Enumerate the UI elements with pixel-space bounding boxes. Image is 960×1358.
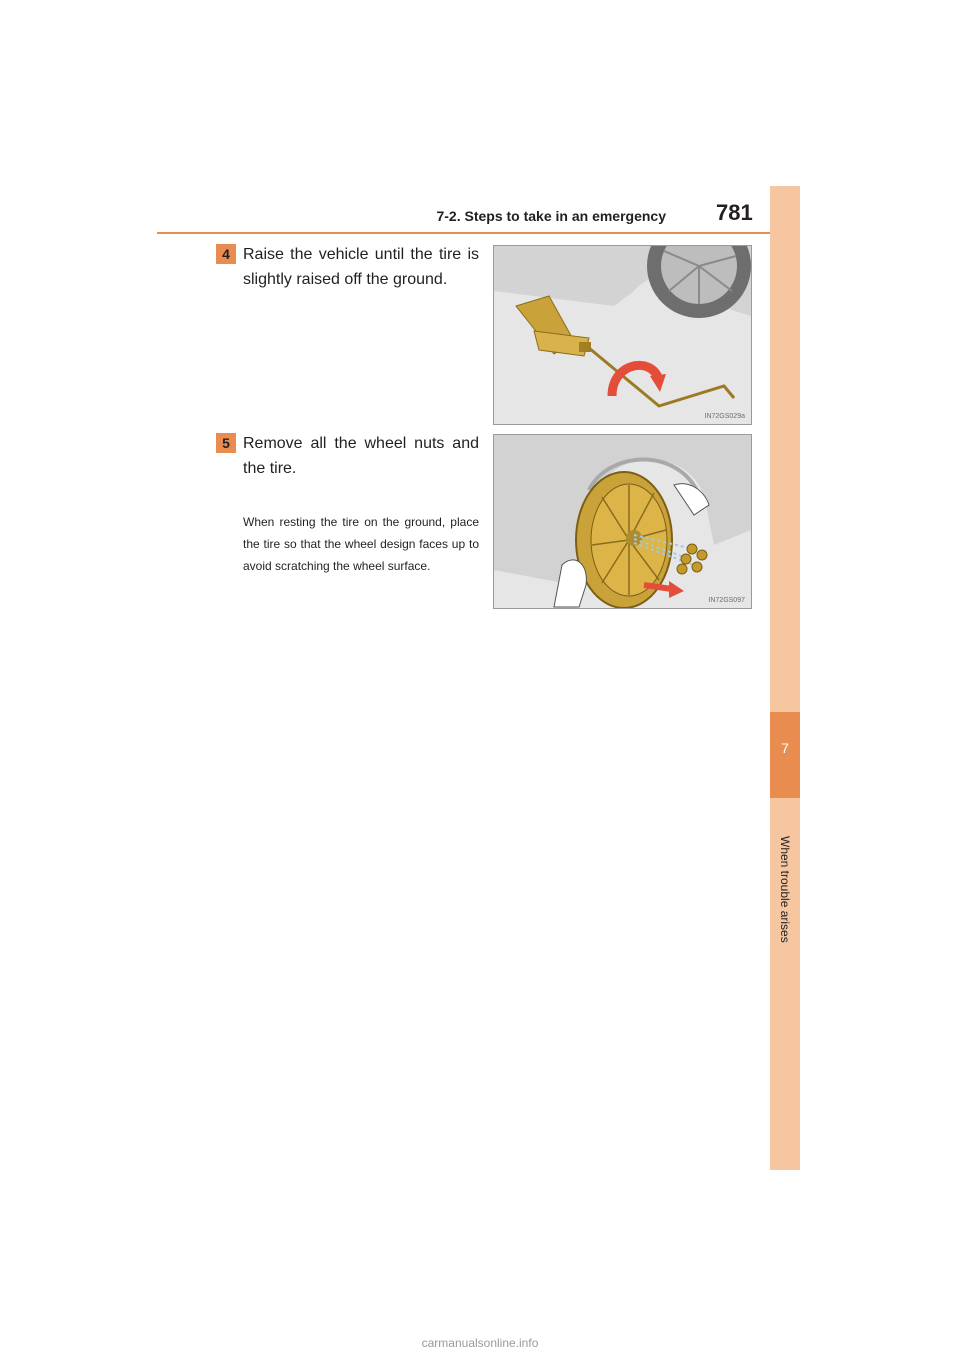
jack-raise-figure [493, 245, 752, 425]
step-5-note: When resting the tire on the ground, place the tire so that the wheel design faces up to avoid scratching the wheel surface. [243, 515, 479, 573]
figure-code: IN72GS097 [708, 597, 745, 604]
tire-removal-figure [493, 434, 752, 609]
chapter-title-vertical [771, 836, 799, 976]
side-band [770, 186, 800, 1170]
page-number: 781 [716, 200, 753, 225]
step-4-text: Raise the vehicle until the tire is slightly raised off the ground. [243, 246, 479, 288]
step-number-4: 4 [216, 244, 236, 264]
chapter-title: When trouble arises [778, 836, 792, 943]
step-number-5: 5 [216, 433, 236, 453]
footer-watermark[interactable]: carmanualsonline.info [421, 1336, 539, 1350]
chapter-number: 7 [781, 740, 789, 756]
step-5-text: Remove all the wheel nuts and the tire. [243, 435, 479, 477]
section-title: 7-2. Steps to take in an emergency [436, 208, 666, 224]
figure-code: IN72GS029a [704, 413, 745, 420]
header-divider [157, 232, 800, 234]
chapter-tab [770, 712, 800, 798]
